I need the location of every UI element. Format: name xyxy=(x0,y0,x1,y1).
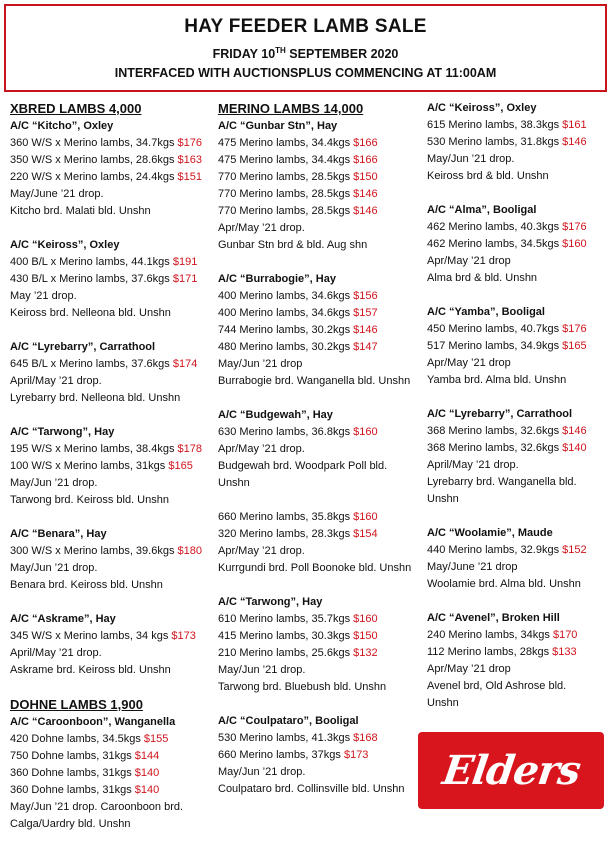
column-left xyxy=(10,100,210,850)
lot-text: 610 Merino lambs, 35.7kgs xyxy=(218,613,354,625)
lot-text: Keiross brd. Nelleona bld. Unshn xyxy=(10,307,171,319)
lot-text: 450 Merino lambs, 40.7kgs xyxy=(427,323,563,335)
lot-price: $150 xyxy=(353,171,378,183)
lot-text: Budgewah brd. Woodpark Poll bld. xyxy=(218,460,388,472)
lot-text: 350 W/S x Merino lambs, 28.6kgs xyxy=(10,154,178,166)
lot-text: 770 Merino lambs, 28.5kgs xyxy=(218,171,354,183)
logo-text: Elders xyxy=(439,747,583,794)
vendor-account: A/C “Yamba”, Booligal xyxy=(427,306,545,318)
lot-note xyxy=(10,203,210,220)
lot-price: $176 xyxy=(177,137,202,149)
lot-text: 530 Merino lambs, 41.3kgs xyxy=(218,732,354,744)
lot-text: 220 W/S x Merino lambs, 24.4kgs xyxy=(10,171,178,183)
lot-text: 770 Merino lambs, 28.5kgs xyxy=(218,205,354,217)
lot-note xyxy=(218,560,418,577)
lot-text: May ’21 drop. xyxy=(10,290,77,302)
vendor-account: A/C “Tarwong”, Hay xyxy=(218,596,323,608)
lot-text: 360 Dohne lambs, 31kgs xyxy=(10,767,135,779)
elders-logo xyxy=(418,732,604,809)
lot-text: May/June ’21 drop xyxy=(427,561,518,573)
vendor-listing xyxy=(218,118,418,254)
vendor-listing xyxy=(10,714,210,833)
lot-note xyxy=(427,559,611,576)
lot-price: $191 xyxy=(172,256,198,268)
lot-note xyxy=(218,662,418,679)
lot-line xyxy=(218,169,418,186)
lot-line xyxy=(10,543,210,560)
vendor-listing xyxy=(218,594,418,696)
lot-line xyxy=(10,152,210,169)
lot-price: $163 xyxy=(177,154,202,166)
lot-note xyxy=(427,457,611,474)
vendor-account: A/C “Askrame”, Hay xyxy=(10,613,116,625)
lot-line xyxy=(427,321,611,338)
lot-line xyxy=(10,271,210,288)
lot-price: $132 xyxy=(353,647,378,659)
lot-price: $157 xyxy=(353,307,378,319)
lot-note xyxy=(218,764,418,781)
lot-text: Apr/May ’21 drop. xyxy=(218,443,305,455)
lot-text: Unshn xyxy=(427,493,459,505)
lot-text: Yamba brd. Alma bld. Unshn xyxy=(427,374,567,386)
lot-text: 415 Merino lambs, 30.3kgs xyxy=(218,630,354,642)
lot-text: 195 W/S x Merino lambs, 38.4kgs xyxy=(10,443,178,455)
lot-price: $151 xyxy=(177,171,202,183)
lot-price: $170 xyxy=(552,629,578,641)
lot-note xyxy=(427,355,611,372)
lot-price: $165 xyxy=(168,460,193,472)
lot-note xyxy=(10,799,210,816)
lot-line xyxy=(10,135,210,152)
lot-price: $140 xyxy=(134,784,160,796)
lot-text: 517 Merino lambs, 34.9kgs xyxy=(427,340,563,352)
lot-text: May/Jun ’21 drop. Caroonboon brd. xyxy=(10,801,184,813)
lot-note xyxy=(427,372,611,389)
vendor-listing xyxy=(10,118,210,220)
lot-note xyxy=(427,270,611,287)
lot-text: 660 Merino lambs, 37kgs xyxy=(218,749,344,761)
lot-line xyxy=(218,730,418,747)
lot-text: 368 Merino lambs, 32.6kgs xyxy=(427,425,563,437)
lot-note xyxy=(427,678,611,695)
vendor-listing xyxy=(427,202,611,287)
lot-price: $166 xyxy=(353,137,378,149)
lot-line xyxy=(427,440,611,457)
vendor-account: A/C “Keiross”, Oxley xyxy=(427,102,537,114)
lot-note xyxy=(218,679,418,696)
lot-note xyxy=(10,390,210,407)
lot-note xyxy=(10,186,210,203)
sale-subtitle: INTERFACED WITH AUCTIONSPLUS COMMENCING AT 11:00AM xyxy=(114,66,497,81)
vendor-account: A/C “Lyrebarry”, Carrathool xyxy=(10,341,156,353)
lot-line xyxy=(10,169,210,186)
lot-text: 240 Merino lambs, 34kgs xyxy=(427,629,553,641)
lot-text: Coulpataro brd. Collinsville bld. Unshn xyxy=(218,783,405,795)
lot-text: 462 Merino lambs, 40.3kgs xyxy=(427,221,563,233)
lot-line xyxy=(10,254,210,271)
lot-text: 475 Merino lambs, 34.4kgs xyxy=(218,154,354,166)
lot-line xyxy=(218,509,418,526)
lot-line xyxy=(427,134,611,151)
vendor-listing xyxy=(10,611,210,679)
lot-text: 420 Dohne lambs, 34.5kgs xyxy=(10,733,144,745)
lot-price: $154 xyxy=(353,528,378,540)
lot-text: Apr/May ’21 drop. xyxy=(218,545,305,557)
lot-note xyxy=(10,645,210,662)
lot-line xyxy=(10,441,210,458)
lot-line xyxy=(218,339,418,356)
vendor-listing xyxy=(427,610,611,712)
lot-line xyxy=(218,305,418,322)
lot-note xyxy=(10,475,210,492)
lot-text: May/Jun ’21 drop. xyxy=(218,766,306,778)
lot-line xyxy=(427,236,611,253)
lot-text: Alma brd & bld. Unshn xyxy=(427,272,538,284)
vendor-account: A/C “Benara”, Hay xyxy=(10,528,107,540)
lot-price: $176 xyxy=(562,323,587,335)
lot-text: 400 Merino lambs, 34.6kgs xyxy=(218,290,354,302)
vendor-listing xyxy=(218,407,418,492)
vendor-account: A/C “Woolamie”, Maude xyxy=(427,527,553,539)
lot-text: 368 Merino lambs, 32.6kgs xyxy=(427,442,563,454)
lot-note xyxy=(218,220,418,237)
lot-text: 400 B/L x Merino lambs, 44.1kgs xyxy=(10,256,173,268)
lot-note xyxy=(427,151,611,168)
lot-text: 320 Merino lambs, 28.3kgs xyxy=(218,528,354,540)
lot-line xyxy=(218,645,418,662)
lot-line xyxy=(218,424,418,441)
lot-line xyxy=(218,152,418,169)
lot-note xyxy=(427,253,611,270)
lot-line xyxy=(427,423,611,440)
lot-line xyxy=(427,627,611,644)
lot-note xyxy=(218,356,418,373)
lot-line xyxy=(218,203,418,220)
lot-price: $144 xyxy=(134,750,160,762)
lot-text: 440 Merino lambs, 32.9kgs xyxy=(427,544,563,556)
lot-line xyxy=(218,628,418,645)
vendor-listing xyxy=(10,237,210,322)
lot-text: 475 Merino lambs, 34.4kgs xyxy=(218,137,354,149)
lot-text: Apr/May ’21 drop xyxy=(427,255,511,267)
lot-text: 615 Merino lambs, 38.3kgs xyxy=(427,119,563,131)
lot-text: 645 B/L x Merino lambs, 37.6kgs xyxy=(10,358,173,370)
lot-text: May/Jun ’21 drop. xyxy=(10,562,98,574)
lot-note xyxy=(10,305,210,322)
section-title: XBRED LAMBS 4,000 xyxy=(10,101,142,116)
lot-text: Avenel brd, Old Ashrose bld. xyxy=(427,680,567,692)
lot-price: $173 xyxy=(171,630,196,642)
lot-price: $150 xyxy=(353,630,378,642)
lot-line xyxy=(218,611,418,628)
vendor-account: A/C “Avenel”, Broken Hill xyxy=(427,612,560,624)
lot-line xyxy=(218,322,418,339)
lot-price: $180 xyxy=(177,545,202,557)
lot-text: Unshn xyxy=(218,477,250,489)
lot-note xyxy=(10,577,210,594)
lot-text: Keiross brd & bld. Unshn xyxy=(427,170,549,182)
lot-text: Lyrebarry brd. Nelleona bld. Unshn xyxy=(10,392,181,404)
lot-text: 210 Merino lambs, 25.6kgs xyxy=(218,647,354,659)
lot-text: April/May ’21 drop. xyxy=(10,375,102,387)
lot-text: 480 Merino lambs, 30.2kgs xyxy=(218,341,354,353)
section-title: DOHNE LAMBS 1,900 xyxy=(10,697,143,712)
lot-note xyxy=(427,168,611,185)
lot-text: Unshn xyxy=(427,697,459,709)
lot-line xyxy=(10,731,210,748)
lot-price: $173 xyxy=(343,749,369,761)
lot-text: Lyrebarry brd. Wanganella bld. xyxy=(427,476,577,488)
lot-line xyxy=(10,356,210,373)
vendor-listing xyxy=(427,406,611,508)
vendor-account: A/C “Alma”, Booligal xyxy=(427,204,537,216)
lot-price: $160 xyxy=(353,613,378,625)
lot-price: $146 xyxy=(353,188,378,200)
lot-note xyxy=(218,543,418,560)
lot-text: 660 Merino lambs, 35.8kgs xyxy=(218,511,354,523)
lot-text: 430 B/L x Merino lambs, 37.6kgs xyxy=(10,273,173,285)
lot-note xyxy=(218,373,418,390)
vendor-listing xyxy=(10,526,210,594)
lot-price: $160 xyxy=(353,426,378,438)
lot-line xyxy=(10,748,210,765)
lot-text: Woolamie brd. Alma bld. Unshn xyxy=(427,578,581,590)
lot-text: Kurrgundi brd. Poll Boonoke bld. Unshn xyxy=(218,562,412,574)
sale-header xyxy=(4,4,607,92)
page-title: HAY FEEDER LAMB SALE xyxy=(184,16,427,37)
lot-price: $140 xyxy=(134,767,160,779)
lot-note xyxy=(218,475,418,492)
lot-note xyxy=(10,288,210,305)
lot-note xyxy=(10,662,210,679)
lot-text: Gunbar Stn brd & bld. Aug shn xyxy=(218,239,368,251)
lot-price: $171 xyxy=(172,273,198,285)
lot-note xyxy=(427,491,611,508)
lot-line xyxy=(218,135,418,152)
lot-text: 112 Merino lambs, 28kgs xyxy=(427,646,553,658)
vendor-listing xyxy=(10,339,210,407)
lot-price: $178 xyxy=(177,443,202,455)
lot-text: 770 Merino lambs, 28.5kgs xyxy=(218,188,354,200)
vendor-account: A/C “Caroonboon”, Wanganella xyxy=(10,716,176,728)
vendor-listing xyxy=(218,713,418,798)
lot-text: Tarwong brd. Bluebush bld. Unshn xyxy=(218,681,387,693)
lot-text: Tarwong brd. Keiross bld. Unshn xyxy=(10,494,169,506)
lot-text: Calga/Uardry bld. Unshn xyxy=(10,818,131,830)
lot-line xyxy=(218,747,418,764)
lot-text: 100 W/S x Merino lambs, 31kgs xyxy=(10,460,169,472)
vendor-listing xyxy=(427,304,611,389)
lot-text: May/Jun ’21 drop xyxy=(218,358,303,370)
vendor-account: A/C “Coulpataro”, Booligal xyxy=(218,715,359,727)
lot-price: $146 xyxy=(353,205,378,217)
lot-line xyxy=(10,765,210,782)
lot-text: 462 Merino lambs, 34.5kgs xyxy=(427,238,563,250)
lot-price: $140 xyxy=(562,442,587,454)
lot-price: $152 xyxy=(562,544,587,556)
lot-line xyxy=(218,288,418,305)
lot-note xyxy=(218,441,418,458)
lot-price: $146 xyxy=(562,136,587,148)
lot-text: 530 Merino lambs, 31.8kgs xyxy=(427,136,563,148)
sale-date: FRIDAY 10TH SEPTEMBER 2020 xyxy=(212,46,399,62)
lot-price: $176 xyxy=(562,221,587,233)
lot-text: 750 Dohne lambs, 31kgs xyxy=(10,750,135,762)
lot-text: Burrabogie brd. Wanganella bld. Unshn xyxy=(218,375,411,387)
lot-price: $147 xyxy=(353,341,378,353)
lot-line xyxy=(427,338,611,355)
lot-text: Benara brd. Keiross bld. Unshn xyxy=(10,579,163,591)
lot-price: $155 xyxy=(143,733,169,745)
lot-text: 360 W/S x Merino lambs, 34.7kgs xyxy=(10,137,178,149)
lot-text: May/June ’21 drop. xyxy=(10,188,104,200)
lot-text: 744 Merino lambs, 30.2kgs xyxy=(218,324,354,336)
lot-text: April/May ’21 drop. xyxy=(427,459,519,471)
lot-line xyxy=(10,628,210,645)
column-right xyxy=(427,100,611,729)
lot-text: May/Jun ’21 drop. xyxy=(218,664,306,676)
lot-note xyxy=(218,237,418,254)
lot-text: 630 Merino lambs, 36.8kgs xyxy=(218,426,354,438)
lot-line xyxy=(427,644,611,661)
section-title: MERINO LAMBS 14,000 xyxy=(218,101,364,116)
lot-note xyxy=(427,661,611,678)
lot-price: $160 xyxy=(353,511,378,523)
lot-note xyxy=(10,492,210,509)
vendor-listing xyxy=(427,525,611,593)
vendor-account: A/C “Gunbar Stn”, Hay xyxy=(218,120,338,132)
lot-line xyxy=(427,542,611,559)
lot-text: 400 Merino lambs, 34.6kgs xyxy=(218,307,354,319)
lot-line xyxy=(218,526,418,543)
vendor-listing xyxy=(427,100,611,185)
lot-text: April/May ’21 drop. xyxy=(10,647,102,659)
vendor-listing xyxy=(218,509,418,577)
vendor-listing xyxy=(10,424,210,509)
lot-text: Apr/May ’21 drop. xyxy=(218,222,305,234)
lot-price: $168 xyxy=(353,732,378,744)
lot-text: Kitcho brd. Malati bld. Unshn xyxy=(10,205,151,217)
lot-price: $133 xyxy=(552,646,577,658)
lot-line xyxy=(218,186,418,203)
lot-note xyxy=(218,781,418,798)
lot-text: 345 W/S x Merino lambs, 34 kgs xyxy=(10,630,172,642)
lot-note xyxy=(427,695,611,712)
lot-text: 360 Dohne lambs, 31kgs xyxy=(10,784,135,796)
lot-text: Apr/May ’21 drop xyxy=(427,357,511,369)
lot-note xyxy=(427,474,611,491)
lot-price: $146 xyxy=(353,324,378,336)
lot-price: $146 xyxy=(562,425,587,437)
lot-price: $166 xyxy=(353,154,378,166)
vendor-listing xyxy=(218,271,418,390)
lot-note xyxy=(10,373,210,390)
lot-text: Apr/May ’21 drop xyxy=(427,663,511,675)
vendor-account: A/C “Burrabogie”, Hay xyxy=(218,273,336,285)
lot-text: 300 W/S x Merino lambs, 39.6kgs xyxy=(10,545,178,557)
lot-line xyxy=(10,458,210,475)
lot-price: $174 xyxy=(172,358,198,370)
lot-price: $161 xyxy=(562,119,587,131)
lot-text: Askrame brd. Keiross bld. Unshn xyxy=(10,664,171,676)
lot-note xyxy=(427,576,611,593)
vendor-account: A/C “Keiross”, Oxley xyxy=(10,239,120,251)
lot-note xyxy=(218,458,418,475)
lot-price: $156 xyxy=(353,290,378,302)
vendor-account: A/C “Lyrebarry”, Carrathool xyxy=(427,408,573,420)
lot-note xyxy=(10,560,210,577)
lot-text: May/Jun ’21 drop. xyxy=(10,477,98,489)
vendor-account: A/C “Budgewah”, Hay xyxy=(218,409,333,421)
column-middle xyxy=(218,100,418,815)
lot-line xyxy=(427,219,611,236)
lot-price: $165 xyxy=(562,340,587,352)
lot-line xyxy=(427,117,611,134)
lot-text: May/Jun ’21 drop. xyxy=(427,153,515,165)
lot-line xyxy=(10,782,210,799)
lot-price: $160 xyxy=(562,238,587,250)
vendor-account: A/C “Tarwong”, Hay xyxy=(10,426,115,438)
vendor-account: A/C “Kitcho”, Oxley xyxy=(10,120,114,132)
